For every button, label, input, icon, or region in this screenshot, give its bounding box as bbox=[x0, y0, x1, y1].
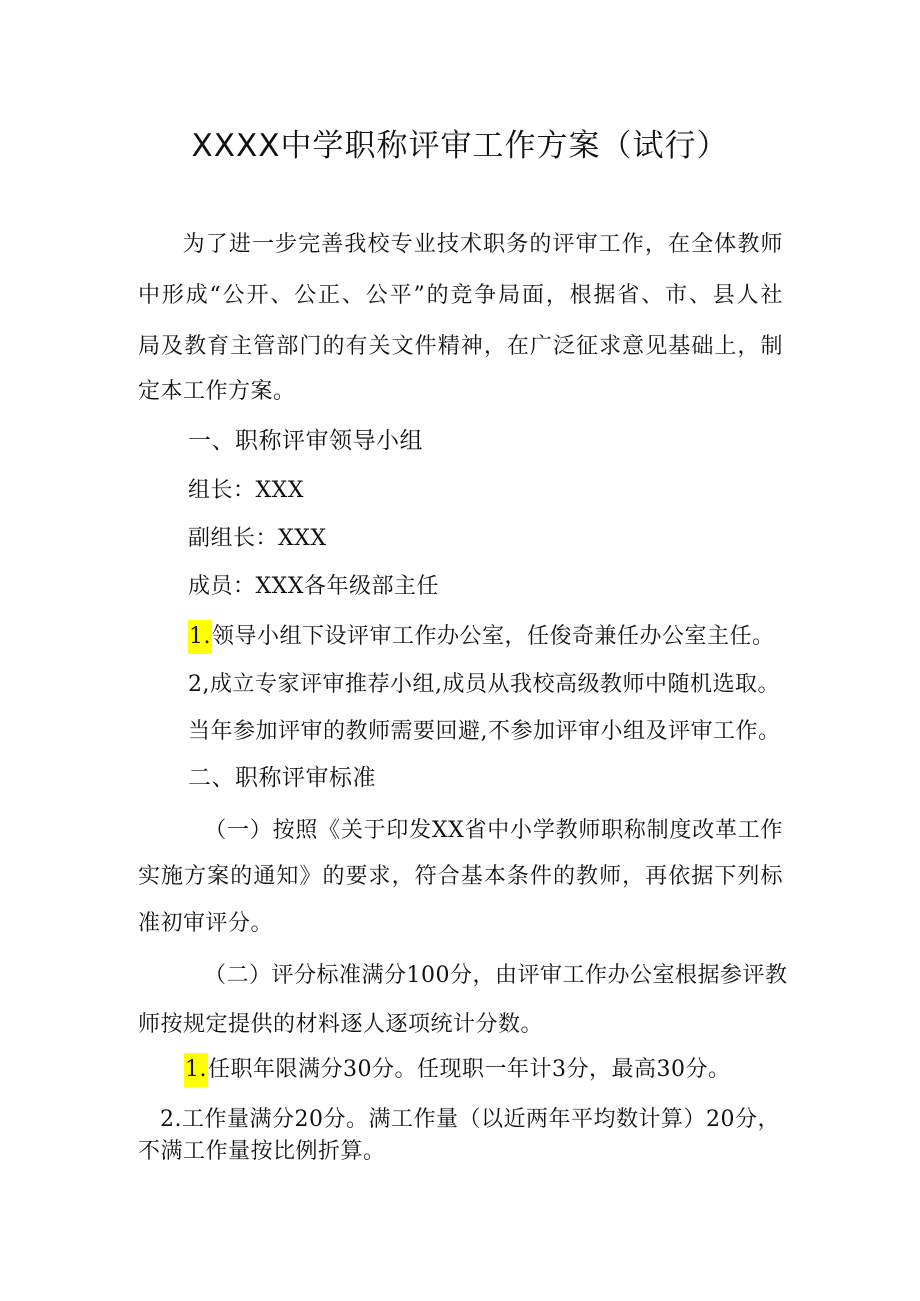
highlighted-number: 1. bbox=[188, 620, 212, 654]
standard-para2-line1: （二）评分标准满分100分，由评审工作办公室根据参评教 bbox=[204, 963, 788, 988]
leader-line: 组长：XXX bbox=[188, 478, 304, 503]
section1-heading: 一、职称评审领导小组 bbox=[188, 428, 423, 454]
section2-heading: 二、职称评审标准 bbox=[188, 765, 376, 791]
section2-item2-line2: 不满工作量按比例折算。 bbox=[138, 1139, 386, 1164]
intro-line-4: 定本工作方案。 bbox=[138, 379, 296, 404]
members-line: 成员：XXX各年级部主任 bbox=[188, 574, 439, 599]
section1-item1: 1.领导小组下设评审工作办公室，任俊奇兼任办公室主任。 bbox=[188, 620, 775, 654]
document-title: XXXX中学职称评审工作方案（试行） bbox=[191, 128, 729, 164]
intro-line-1: 为了进一步完善我校专业技术职务的评审工作，在全体教师 bbox=[182, 232, 783, 257]
section2-item2-line1: 2.工作量满分20分。满工作量（以近两年平均数计算）20分， bbox=[160, 1107, 780, 1132]
intro-line-3: 局及教育主管部门的有关文件精神，在广泛征求意见基础上，制 bbox=[138, 334, 783, 359]
standard-para2-line2: 师按规定提供的材料逐人逐项统计分数。 bbox=[138, 1012, 544, 1037]
standard-para1-line2: 实施方案的通知》的要求，符合基本条件的教师，再依据下列标 bbox=[138, 864, 783, 889]
highlighted-number: 1. bbox=[184, 1053, 208, 1087]
section1-item2-cont: 当年参加评审的教师需要回避,不参加评审小组及评审工作。 bbox=[188, 719, 781, 744]
standard-para1-line1: （一）按照《关于印发XX省中小学教师职称制度改革工作 bbox=[204, 818, 783, 843]
section2-item1: 1.任职年限满分30分。任现职一年计3分，最高30分。 bbox=[184, 1053, 731, 1087]
deputy-line: 副组长：XXX bbox=[188, 526, 327, 551]
section1-item2: 2,成立专家评审推荐小组,成员从我校高级教师中随机选取。 bbox=[188, 672, 780, 697]
intro-line-2: 中形成“公开、公正、公平”的竞争局面，根据省、市、县人社 bbox=[138, 283, 783, 308]
standard-para1-line3: 准初审评分。 bbox=[138, 911, 274, 936]
